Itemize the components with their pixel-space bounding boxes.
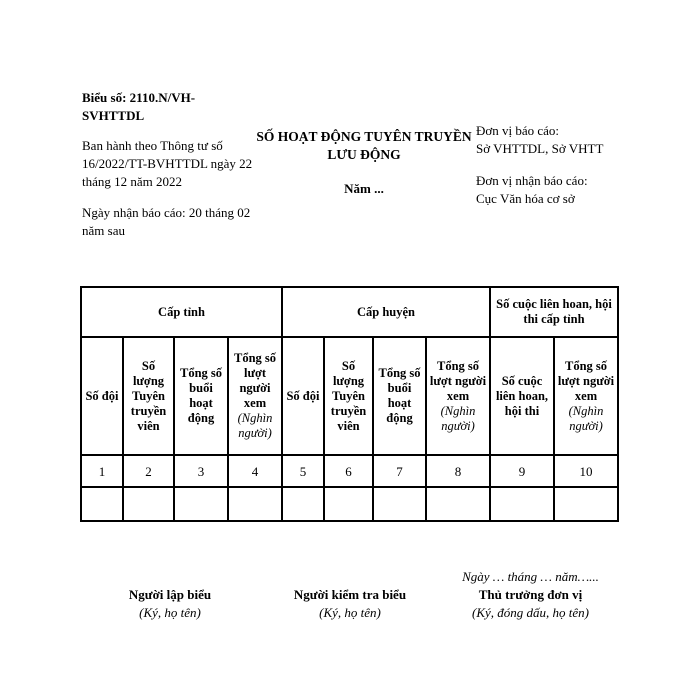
group-header-province: Cấp tỉnh [81,287,282,337]
data-cell [426,487,490,521]
preparer-signature-block [95,586,245,622]
head-title: Thủ trưởng đơn vị [478,587,583,602]
report-deadline-text: Ngày nhận báo cáo: 20 tháng 02 năm sau [82,205,251,238]
column-header: Tổng số lượt người xem (Nghìn người) [426,337,490,455]
sender-value: Sở VHTTDL, Sở VHTT [476,141,604,156]
head-note: (Ký, đóng dấu, họ tên) [472,605,589,620]
column-number: 6 [324,455,373,487]
group-header-row [81,287,618,337]
report-title: SỐ HOẠT ĐỘNG TUYÊN TRUYỀN LƯU ĐỘNG [256,129,472,162]
column-header: Số lượng Tuyên truyền viên [324,337,373,455]
empty-data-row [81,487,618,521]
data-cell [81,487,123,521]
checker-note: (Ký, họ tên) [319,605,381,620]
column-header: Số đội [81,337,123,455]
checker-title: Người kiểm tra biểu [293,587,407,602]
data-cell [123,487,174,521]
column-number: 8 [426,455,490,487]
data-cell [373,487,426,521]
receiver-value: Cục Văn hóa cơ sở [476,191,575,206]
sender-block [476,122,636,158]
data-cell [490,487,554,521]
head-signature-block [448,568,613,622]
receiver-block [476,172,636,208]
column-unit: (Nghìn người) [440,403,476,433]
column-unit: (Nghìn người) [237,411,273,440]
data-cell [228,487,282,521]
column-number-row [81,455,618,487]
column-number: 7 [373,455,426,487]
checker-signature-block [275,586,425,622]
data-cell [554,487,618,521]
preparer-note: (Ký, họ tên) [139,605,201,620]
group-header-district: Cấp huyện [282,287,490,337]
column-number: 2 [123,455,174,487]
sender-label: Đơn vị báo cáo: [476,123,560,138]
column-number: 9 [490,455,554,487]
column-header: Tổng số buổi hoạt động [174,337,228,455]
data-cell [174,487,228,521]
column-header: Số lượng Tuyên truyền viên [123,337,174,455]
column-number: 10 [554,455,618,487]
data-cell [282,487,324,521]
column-header-row [81,337,618,455]
issued-by-text: Ban hành theo Thông tư số 16/2022/TT-BVHTTDL ngày 22 tháng 12 năm 2022 [82,138,253,189]
preparer-title: Người lập biểu [128,587,212,602]
receiver-label: Đơn vị nhận báo cáo: [476,173,588,188]
column-header: Số đội [282,337,324,455]
data-cell [324,487,373,521]
column-unit: (Nghìn người) [568,403,604,433]
column-header: Tổng số lượt người xem (Nghìn người) [228,337,282,455]
report-year: Năm ... [344,181,384,196]
form-code: Biểu số: 2110.N/VH-SVHTTDL [82,90,196,123]
column-number: 5 [282,455,324,487]
column-number: 1 [81,455,123,487]
group-header-festivals: Số cuộc liên hoan, hội thi cấp tỉnh [490,287,618,337]
column-header: Tổng số buổi hoạt động [373,337,426,455]
column-header: Tổng số lượt người xem (Nghìn người) [554,337,618,455]
column-number: 3 [174,455,228,487]
signature-date-line: Ngày … tháng … năm…... [462,569,599,584]
report-table [80,286,619,522]
column-number: 4 [228,455,282,487]
column-header: Số cuộc liên hoan, hội thi [490,337,554,455]
